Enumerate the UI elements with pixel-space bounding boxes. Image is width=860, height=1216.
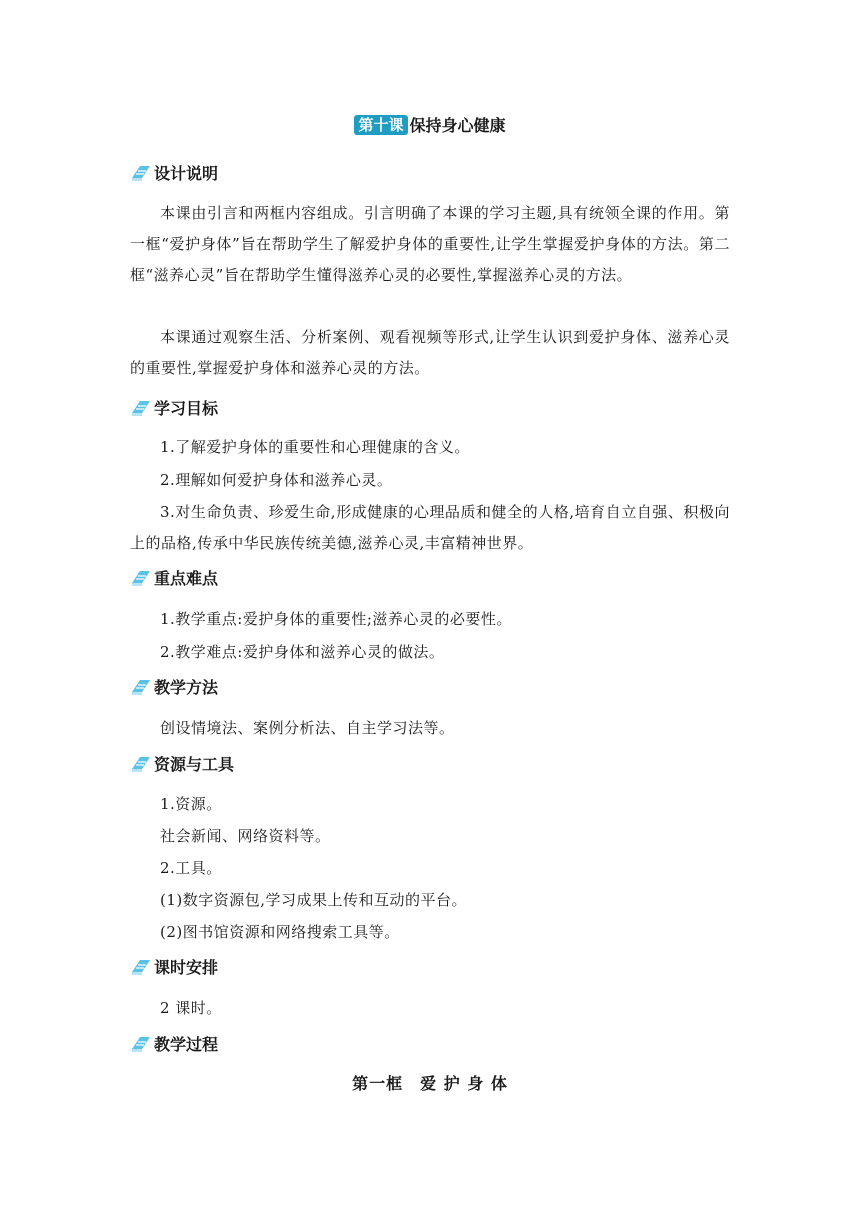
key-point-item-1: 1.教学重点:爱护身体的重要性;滋养心灵的必要性。 (160, 610, 512, 628)
book-icon (130, 163, 152, 183)
resource-item-2: 社会新闻、网络资料等。 (160, 827, 331, 845)
section-heading-design (130, 162, 218, 186)
section-heading-schedule (130, 956, 218, 980)
key-point-item-2: 2.教学难点:爱护身体和滋养心灵的做法。 (160, 643, 445, 661)
section-heading-resources (130, 753, 234, 777)
resource-item-1: 1.资源。 (160, 795, 222, 813)
resource-item-5: (2)图书馆资源和网络搜索工具等。 (160, 923, 400, 941)
design-paragraph-2: 本课通过观察生活、分析案例、观看视频等形式,让学生认识到爱护身体、滋养心灵的重要性,掌握爱护身体和滋养心灵的方法。 (130, 328, 730, 377)
section-heading-process (130, 1033, 218, 1057)
goal-item-2: 2.理解如何爱护身体和滋养心灵。 (160, 471, 393, 489)
design-paragraph-1: 本课由引言和两框内容组成。引言明确了本课的学习主题,具有统领全课的作用。第一框“爱护身体”旨在帮助学生了解爱护身体的重要性,让学生掌握爱护身体的方法。第二框“滋养心灵”旨在帮助学生懂得滋养心灵的必要性,掌握滋养心灵的方法。 (130, 204, 730, 284)
method-item-1: 创设情境法、案例分析法、自主学习法等。 (160, 719, 455, 737)
lesson-badge: 第十课 (354, 115, 407, 135)
book-icon (130, 754, 152, 774)
section-heading-key-points (130, 567, 218, 591)
frame-subtitle: 第一框 爱 护 身 体 (352, 1074, 508, 1093)
resource-item-3: 2.工具。 (160, 859, 222, 877)
book-icon (130, 1034, 152, 1054)
section-heading-text: 重点难点 (154, 569, 219, 588)
book-icon (130, 398, 152, 418)
section-heading-goals (130, 397, 218, 421)
section-heading-text: 学习目标 (154, 399, 219, 418)
section-heading-text: 教学过程 (154, 1035, 219, 1054)
resource-item-4: (1)数字资源包,学习成果上传和互动的平台。 (160, 891, 468, 909)
goal-item-3: 3.对生命负责、珍爱生命,形成健康的心理品质和健全的人格,培育自立自强、积极向上的品格,传承中华民族传统美德,滋养心灵,丰富精神世界。 (130, 503, 730, 552)
section-heading-text: 教学方法 (154, 678, 219, 697)
section-heading-methods (130, 676, 218, 700)
section-heading-text: 设计说明 (154, 164, 219, 183)
book-icon (130, 677, 152, 697)
book-icon (130, 568, 152, 588)
schedule-item-1: 2 课时。 (160, 999, 222, 1017)
lesson-title (0, 114, 860, 138)
lesson-title-text: 保持身心健康 (409, 116, 506, 135)
book-icon (130, 957, 152, 977)
goal-item-1: 1.了解爱护身体的重要性和心理健康的含义。 (160, 438, 470, 456)
section-heading-text: 资源与工具 (154, 755, 235, 774)
section-heading-text: 课时安排 (154, 958, 219, 977)
